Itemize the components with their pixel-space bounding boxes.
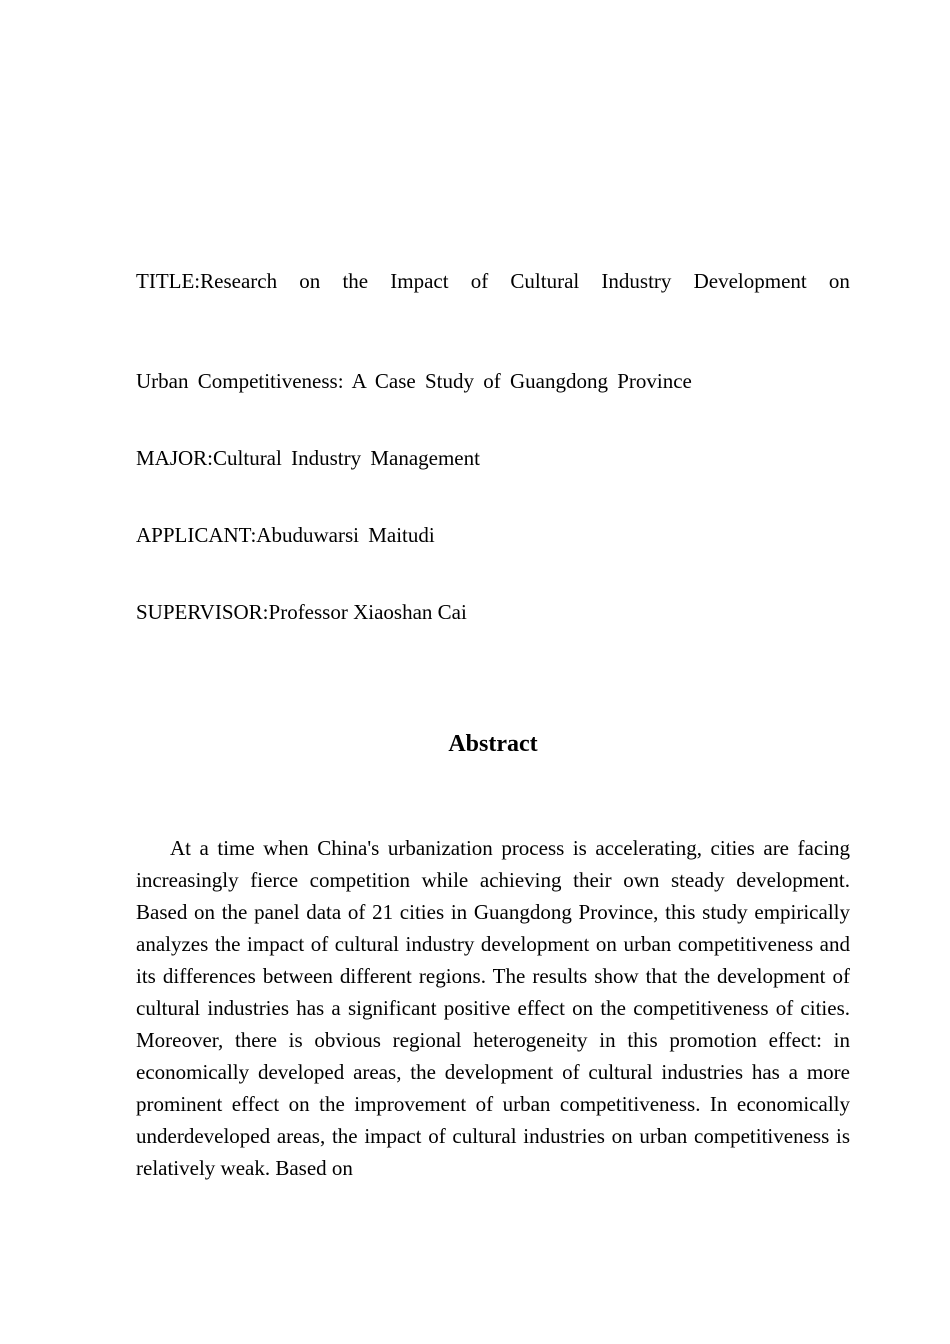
title-word: TITLE:Research [136,269,278,293]
applicant-field: APPLICANT:Abuduwarsi Maitudi [136,523,435,547]
thesis-title-line-2: Urban Competitiveness: A Case Study of Guangdong Province [136,369,692,393]
title-word: Development [693,269,807,293]
title-word: Industry [601,269,672,293]
title-word: the [342,269,369,293]
title-word: on [299,269,321,293]
abstract-paragraph: At a time when China's urbanization process is accelerating, cities are facing increasingly fierce competition while achieving their own steady development. Based on the panel data of 21 cities in Guangdong Province, this study empirically analyzes the impact of cultural industry development on urban competitiveness and its differences between different regions. The results show that the development of cultural industries has a significant positive effect on the competitiveness of cities. Moreover, there is obvious regional heterogeneity in this promotion effect: in economically developed areas, the development of cultural industries has a more prominent effect on the improvement of urban competitiveness. In economically underdeveloped areas, the impact of cultural industries on urban competitiveness is relatively weak. Based on [136,836,850,1180]
title-word: Impact [390,269,449,293]
major-field: MAJOR:Cultural Industry Management [136,446,480,470]
abstract-heading: Abstract [448,731,538,757]
title-word: on [828,269,850,293]
title-word: Cultural [510,269,580,293]
supervisor-field: SUPERVISOR:Professor Xiaoshan Cai [136,600,467,624]
thesis-title-line-1 [136,268,850,294]
title-word: of [470,269,489,293]
